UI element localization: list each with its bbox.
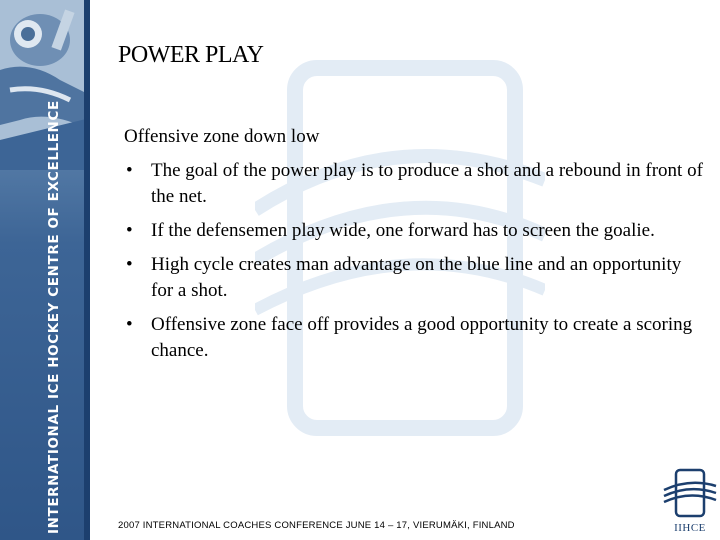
- bullet-text: High cycle creates man advantage on the blue line and an opportunity for a shot.: [151, 254, 682, 301]
- bullet-text: Offensive zone face off provides a good opportunity to create a scoring chance.: [151, 314, 693, 361]
- slide-title: POWER PLAY: [118, 42, 264, 68]
- bullet-text: If the defensemen play wide, one forward has to screen the goalie.: [151, 220, 655, 241]
- sidebar-stripe: [84, 0, 90, 540]
- hockey-player-photo: [0, 0, 90, 170]
- iihce-logo-mark-icon: [662, 468, 718, 520]
- bullet-item: [124, 158, 704, 210]
- bullet-item: [124, 312, 704, 364]
- iihce-logo: [662, 468, 718, 534]
- bullet-list: [124, 158, 704, 364]
- bullet-text: The goal of the power play is to produce a shot and a rebound in front of the net.: [151, 160, 703, 207]
- footer-conference-text: 2007 INTERNATIONAL COACHES CONFERENCE JUNE 14 – 17, VIERUMÄKI, FINLAND: [118, 520, 515, 531]
- bullet-marker: •: [126, 314, 133, 335]
- bullet-marker: •: [126, 254, 133, 275]
- sidebar-banner: [0, 0, 90, 540]
- bullet-item: [124, 252, 704, 304]
- logo-text: IIHCE: [674, 522, 706, 534]
- bullet-marker: •: [126, 160, 133, 181]
- bullet-marker: •: [126, 220, 133, 241]
- slide-heading: Offensive zone down low: [124, 126, 320, 147]
- slide-content: [124, 124, 704, 372]
- sidebar-vertical-text: INTERNATIONAL ICE HOCKEY CENTRE OF EXCELLENCE: [46, 100, 62, 534]
- bullet-item: [124, 218, 704, 244]
